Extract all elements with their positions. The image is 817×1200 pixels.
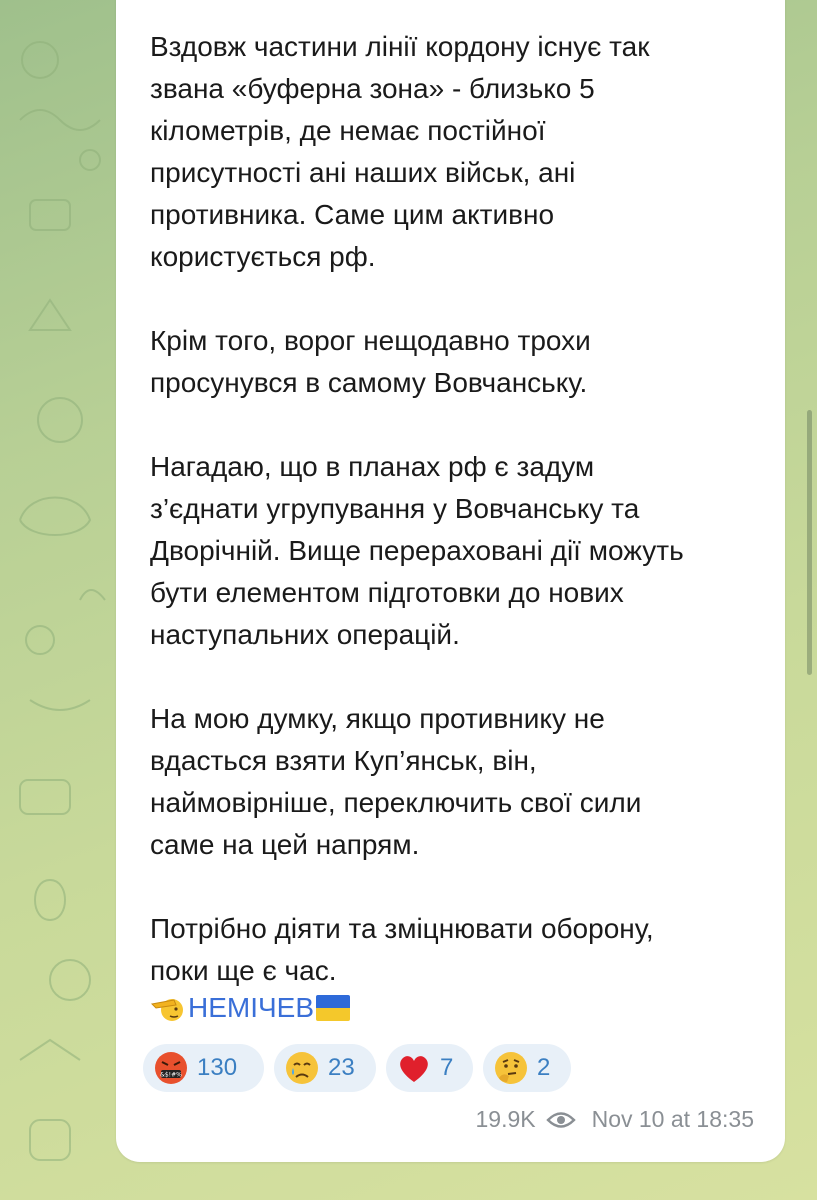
- crying-face-icon: [284, 1050, 320, 1086]
- reaction-button-thinking[interactable]: [483, 1044, 571, 1092]
- reaction-button-angry[interactable]: [143, 1044, 264, 1092]
- reaction-count: 23: [328, 1054, 355, 1081]
- thinking-face-icon: [493, 1050, 529, 1086]
- reaction-button-heart[interactable]: [386, 1044, 473, 1092]
- message-paragraph-1: Вздовж частини лінії кордону існує так звана «буферна зона» - близько 5 кілометрів, де немає постійної присутності ані наших військ, ані противника. Саме цим активно користується рф.: [150, 31, 650, 272]
- reaction-count: 2: [537, 1054, 551, 1081]
- svg-text:&$!#%: &$!#%: [160, 1071, 182, 1079]
- message-timestamp: Nov 10 at 18:35: [591, 1106, 754, 1132]
- signature-line: [150, 988, 350, 1028]
- reaction-count: 7: [440, 1054, 454, 1081]
- reaction-button-crying[interactable]: [274, 1044, 376, 1092]
- message-paragraph-3: Нагадаю, що в планах рф є задум з’єднати угрупування у Вовчанську та Дворічній. Вище перераховані дії можуть бути елементом підготовки до нових наступальних операцій.: [150, 451, 684, 650]
- saluting-face-icon: [150, 992, 186, 1024]
- message-meta: [475, 1106, 754, 1133]
- message-paragraph-5: Потрібно діяти та зміцнювати оборону, поки ще є час.: [150, 913, 654, 986]
- face-with-symbols-on-mouth-icon: [153, 1050, 189, 1086]
- reaction-count: 130: [197, 1054, 238, 1081]
- message-paragraph-4: На мою думку, якщо противнику не вдасться взяти Куп’янськ, він, наймовірніше, переключить свої сили саме на цей напрям.: [150, 703, 642, 860]
- eye-icon: [546, 1109, 576, 1131]
- message-text: [150, 26, 770, 1034]
- red-heart-icon: [396, 1050, 432, 1086]
- signature-text: НЕМІЧЕВ: [188, 992, 315, 1023]
- reactions-bar: [143, 1044, 571, 1092]
- scrollbar[interactable]: [807, 410, 812, 675]
- message-paragraph-2: Крім того, ворог нещодавно трохи просунувся в самому Вовчанську.: [150, 325, 591, 398]
- ukraine-flag-icon: [316, 995, 350, 1021]
- view-count: 19.9K: [475, 1106, 536, 1132]
